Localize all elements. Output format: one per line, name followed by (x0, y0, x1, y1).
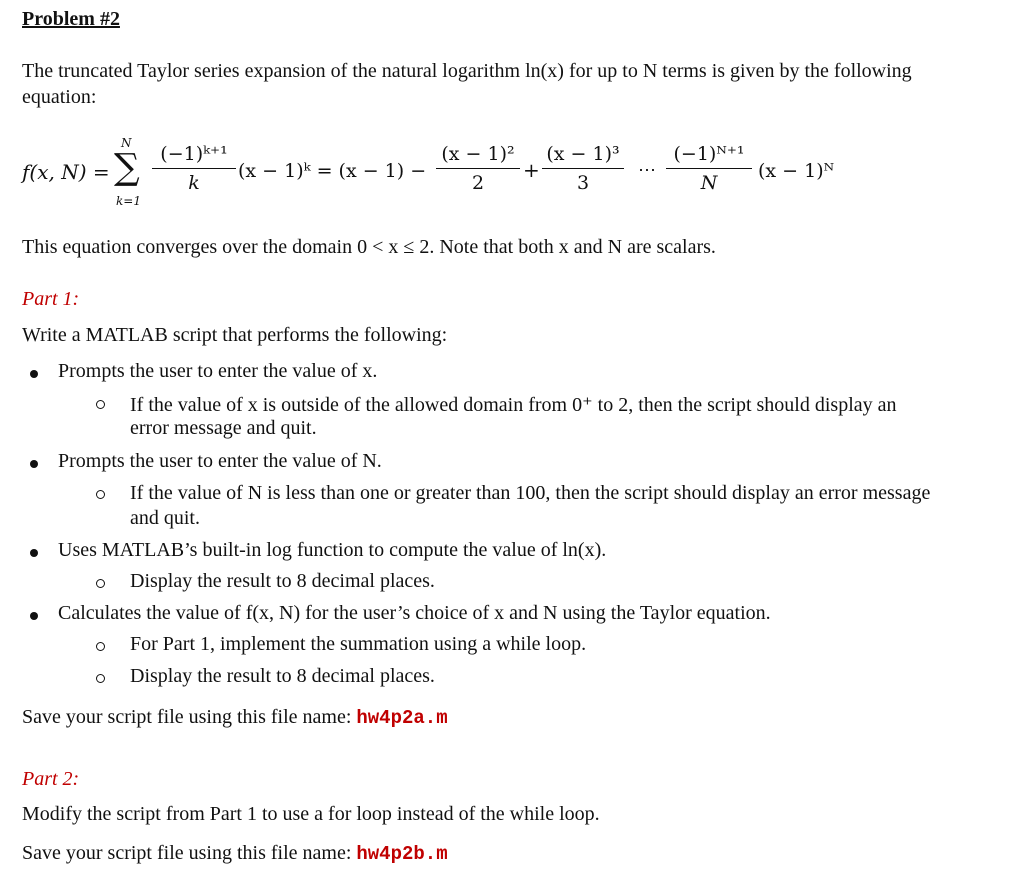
fraction-term-1 (152, 143, 236, 194)
termN-numerator: (−1)ᴺ⁺¹ (673, 143, 745, 165)
bullet-4a-text: For Part 1, implement the summation using a while loop. (130, 633, 587, 655)
intro-line-1: The truncated Taylor series expansion of the natural logarithm ln(x) for up to N terms is given by the following (22, 60, 912, 82)
part2-filename: hw4p2b.m (356, 843, 448, 865)
problem-title: Problem #2 (22, 8, 120, 30)
term2-denominator: 2 (471, 172, 485, 195)
sub-bullet-icon (96, 579, 105, 588)
part1-save-line (22, 704, 448, 731)
bullet-4b-text: Display the result to 8 decimal places. (130, 665, 435, 687)
bullet-2a-line-2: and quit. (130, 507, 200, 529)
sum-upper-limit: N (121, 136, 132, 150)
term1-numerator: (−1)ᵏ⁺¹ (160, 143, 228, 165)
fraction-term-3 (542, 143, 624, 194)
term3-numerator: (x − 1)³ (546, 143, 620, 165)
ellipsis: ⋯ (638, 160, 656, 181)
sub-bullet-icon (96, 642, 105, 651)
bullet-3a-text: Display the result to 8 decimal places. (130, 570, 435, 592)
part1-lead: Write a MATLAB script that performs the following: (22, 324, 448, 346)
bullet-2a-line-1: If the value of N is less than one or greater than 100, then the script should display an error message (130, 482, 931, 504)
bullet-icon (30, 460, 38, 468)
sub-bullet-icon (96, 490, 105, 499)
part1-heading: Part 1: (22, 288, 80, 310)
intro-line-2: equation: (22, 86, 97, 108)
sigma-icon: ∑ (114, 147, 140, 188)
sub-bullet-icon (96, 674, 105, 683)
term3-denominator: 3 (576, 172, 590, 195)
part2-save-text: Save your script file using this file name: (22, 842, 357, 864)
term1-tail: (x − 1)ᵏ = (x − 1) − (238, 160, 427, 182)
term2-numerator: (x − 1)² (441, 143, 515, 165)
plus-sign: + (523, 158, 540, 182)
sub-bullet-icon (96, 400, 105, 409)
bullet-icon (30, 612, 38, 620)
term1-denominator: k (188, 172, 200, 195)
part2-save-line (22, 840, 448, 867)
part1-filename: hw4p2a.m (356, 707, 448, 729)
bullet-2-text: Prompts the user to enter the value of N. (58, 450, 382, 472)
bullet-3-text: Uses MATLAB’s built-in log function to compute the value of ln(x). (58, 539, 607, 561)
bullet-icon (30, 549, 38, 557)
bullet-1a-line-2: error message and quit. (130, 417, 317, 439)
termN-tail: (x − 1)ᴺ (758, 160, 835, 182)
part1-save-text: Save your script file using this file name: (22, 706, 357, 728)
bullet-1a-line-1: If the value of x is outside of the allowed domain from 0⁺ to 2, then the script should display an (130, 394, 897, 416)
part2-heading: Part 2: (22, 768, 80, 790)
equation-lhs: f(x, N) = (22, 160, 110, 184)
fraction-term-n (666, 143, 752, 194)
sum-lower-limit: k=1 (116, 194, 141, 208)
domain-text: This equation converges over the domain 0 < x ≤ 2. Note that both x and N are scalars. (22, 236, 716, 258)
termN-denominator: N (700, 172, 718, 195)
part2-text: Modify the script from Part 1 to use a for loop instead of the while loop. (22, 803, 600, 825)
bullet-icon (30, 370, 38, 378)
bullet-4-text: Calculates the value of f(x, N) for the user’s choice of x and N using the Taylor equation. (58, 602, 771, 624)
fraction-term-2 (436, 143, 520, 194)
bullet-1-text: Prompts the user to enter the value of x. (58, 360, 378, 382)
